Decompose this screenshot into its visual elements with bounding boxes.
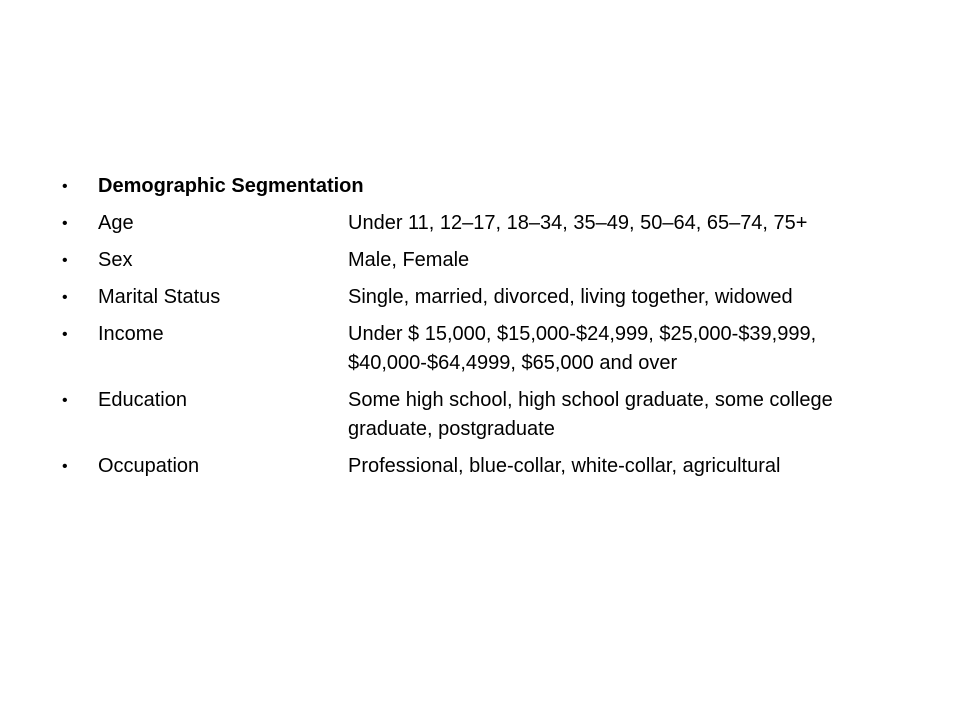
segment-term: Education [98, 389, 187, 411]
segment-term: Marital Status [98, 286, 221, 308]
bullet-icon: • [62, 215, 68, 232]
list-item [60, 283, 940, 312]
segment-description: Single, married, divorced, living together, widowed [348, 286, 793, 308]
section-heading: Demographic Segmentation [98, 175, 364, 197]
bullet-icon: • [62, 178, 68, 195]
segment-description: Under $ 15,000, $15,000-$24,999, $25,000-$39,999, $40,000-$64,4999, $65,000 and over [348, 323, 817, 374]
list-item [60, 386, 940, 444]
segment-description: Male, Female [348, 249, 470, 271]
segment-term: Occupation [98, 455, 200, 477]
list-item [60, 320, 940, 378]
heading-row [60, 172, 940, 201]
segment-description: Some high school, high school graduate, some college graduate, postgraduate [348, 389, 833, 440]
segment-description: Professional, blue-collar, white-collar, agricultural [348, 455, 781, 477]
segment-term: Income [98, 323, 164, 345]
bullet-icon: • [62, 289, 68, 306]
segment-term: Age [98, 212, 134, 234]
bullet-icon: • [62, 392, 68, 409]
list-item [60, 246, 940, 275]
segment-description: Under 11, 12–17, 18–34, 35–49, 50–64, 65–74, 75+ [348, 212, 808, 234]
segment-term: Sex [98, 249, 133, 271]
list-item [60, 209, 940, 238]
bullet-icon: • [62, 458, 68, 475]
list-item [60, 452, 940, 481]
bullet-icon: • [62, 326, 68, 343]
bullet-list [60, 172, 940, 489]
bullet-icon: • [62, 252, 68, 269]
